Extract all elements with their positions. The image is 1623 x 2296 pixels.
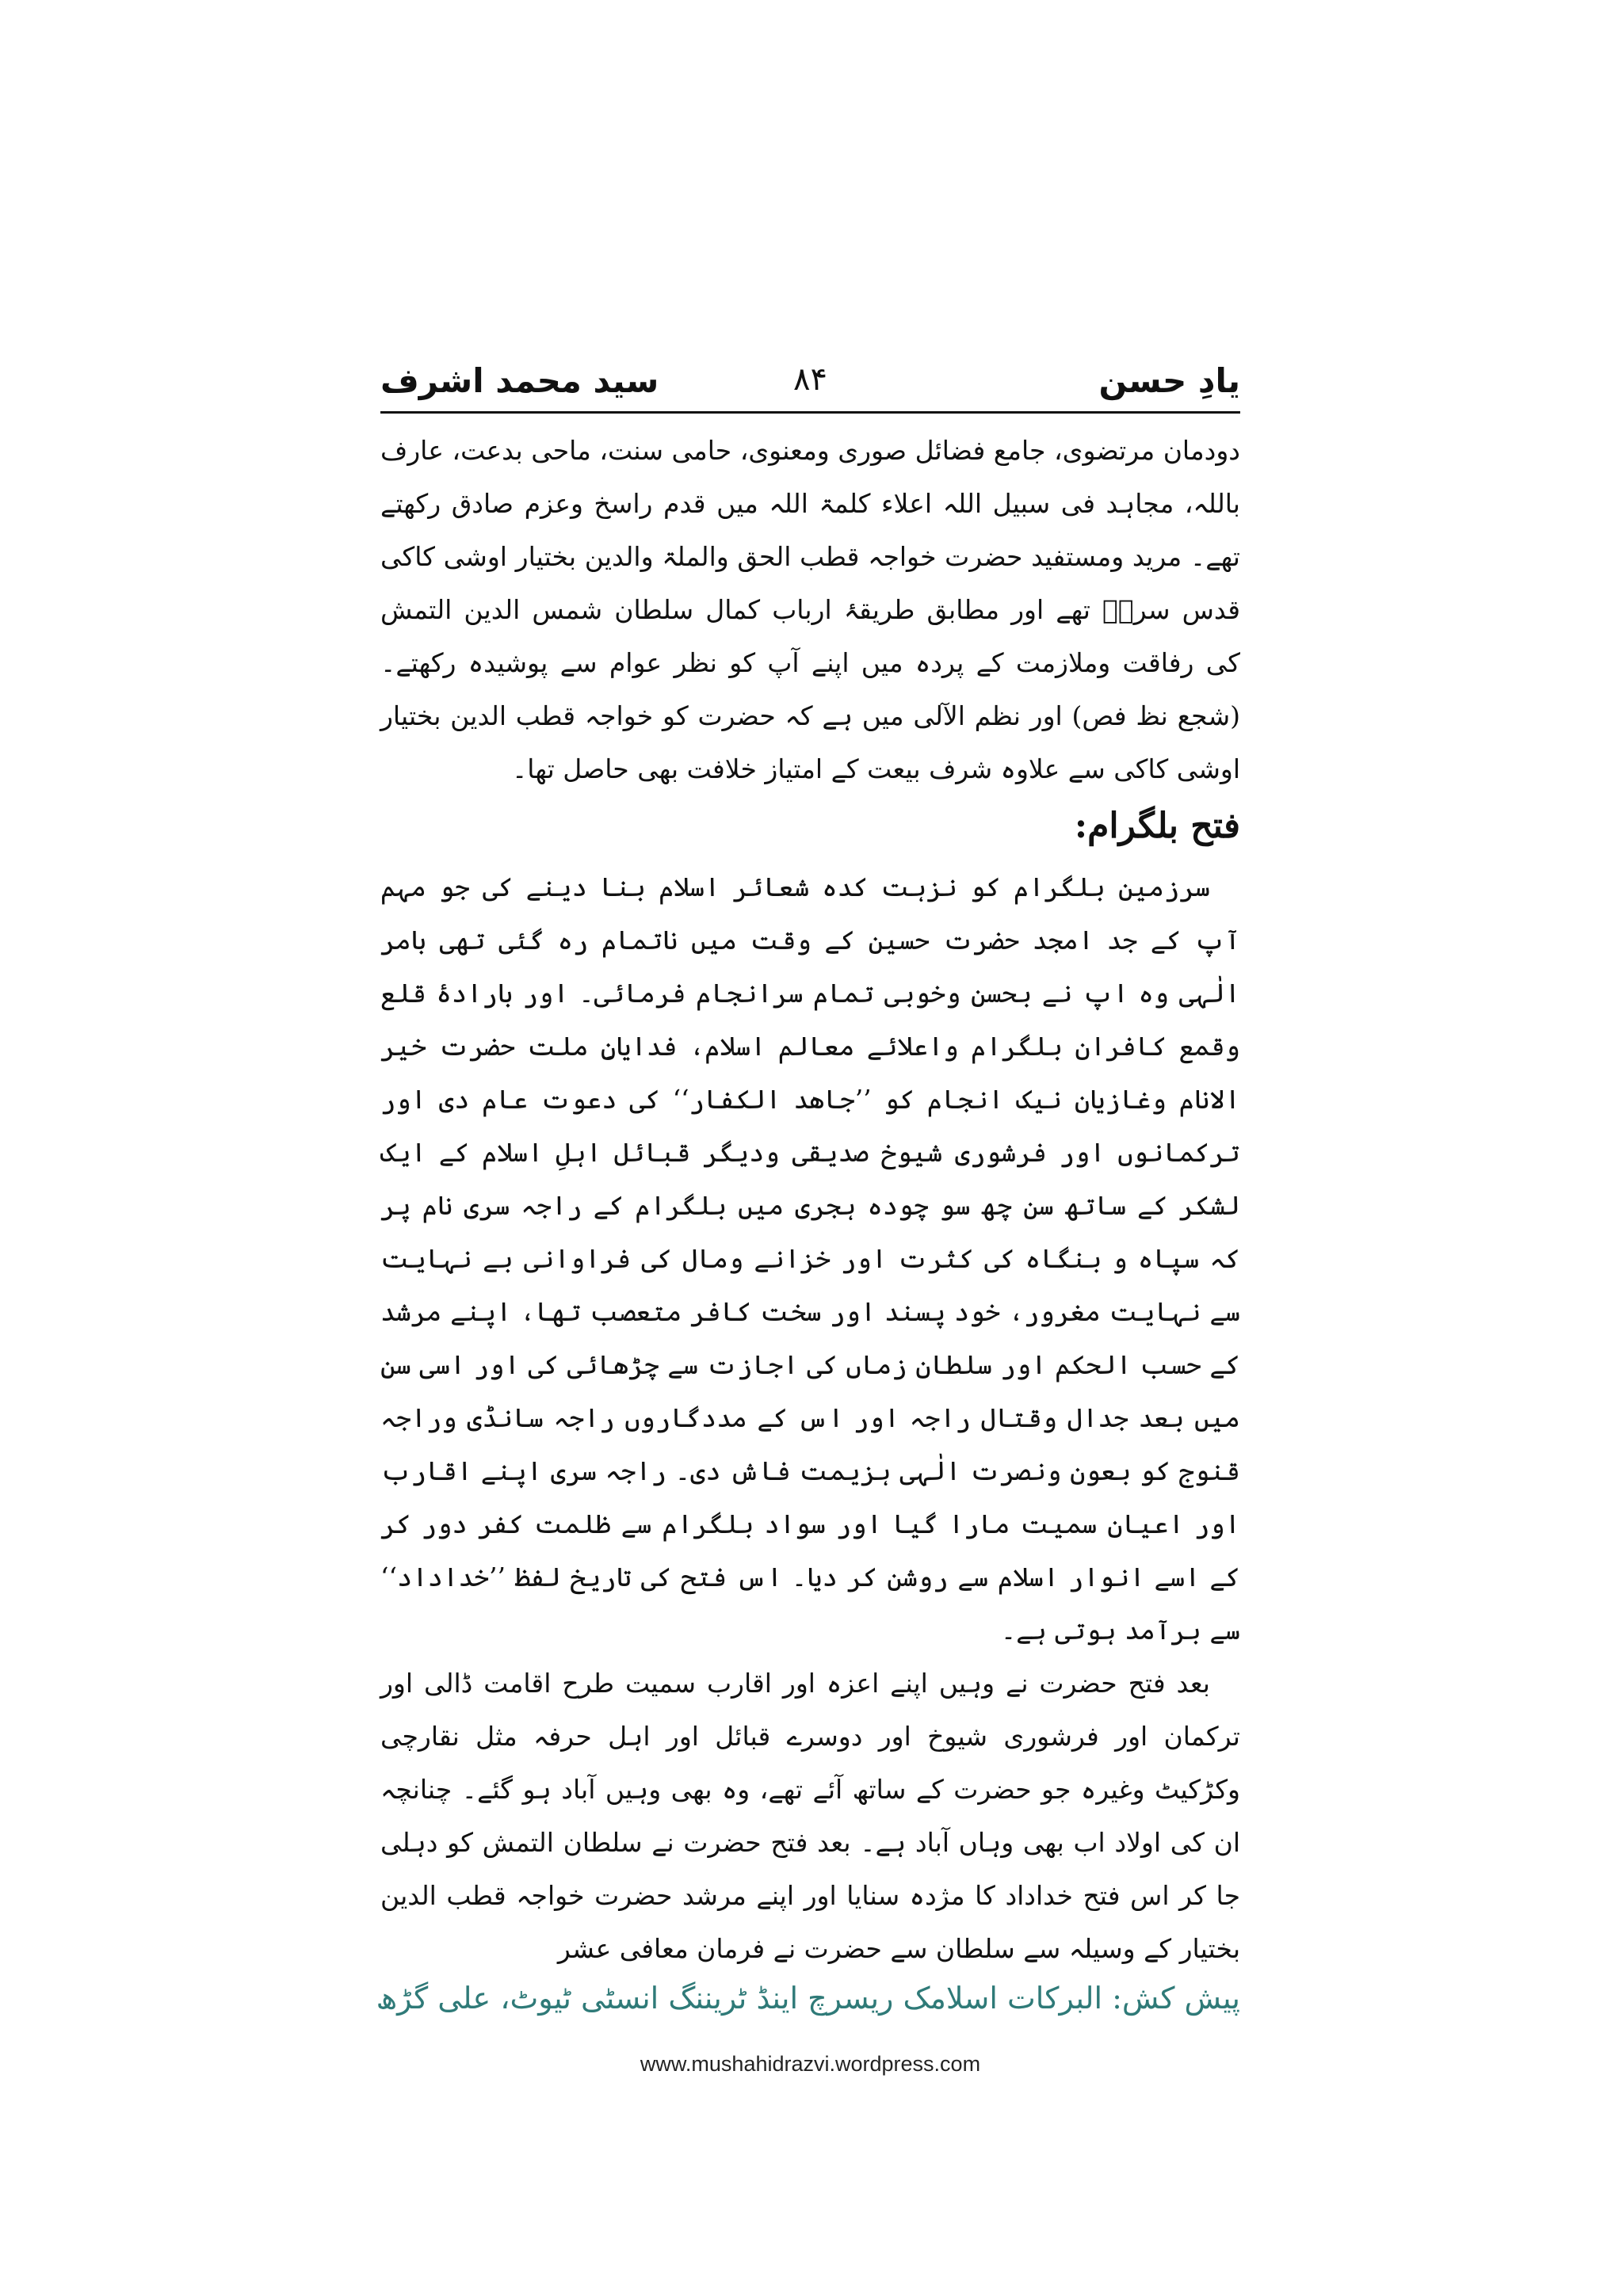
author-name: سید محمد اشرف xyxy=(380,361,659,400)
header-rule xyxy=(380,411,1240,414)
section-heading: فتح بلگرام: xyxy=(1074,806,1240,846)
page-number: ۸۴ xyxy=(793,361,827,398)
page-header xyxy=(380,349,1240,420)
page-body xyxy=(380,424,1240,1975)
paragraph-settlement: بعد فتح حضرت نے وہیں اپنے اعزہ اور اقارب سمیت طرح اقامت ڈالی اور ترکمان اور فرشوری شیوخ اور دوسرے قبائل اور اہل حرفہ مثل نقارچی وکڑکیٹ وغیرہ جو حضرت کے ساتھ آئے تھے، وہ بھی وہیں آباد ہو گئے۔ چنانچہ ان کی اولاد اب بھی وہاں آباد ہے۔ بعد فتح حضرت نے سلطان التمش کو دہلی جا کر اس فتح خداداد کا مژدہ سنایا اور اپنے مرشد حضرت خواجہ قطب الدین بختیار کے وسیلہ سے سلطان سے حضرت نے فرمان معافی عشر xyxy=(380,1668,1240,1964)
publisher-credit: پیش کش: البرکات اسلامک ریسرچ اینڈ ٹریننگ انسٹی ٹیوٹ، علی گڑھ xyxy=(376,1981,1240,2016)
paragraph-conquest: سرزمین بلگرام کو نزہت کدہ شعائر اسلام بنا دینے کی جو مہم آپ کے جد امجد حضرت حسین کے وقت میں ناتمام رہ گئی تھی بامر الٰہی وہ اپ نے بحسن وخوبی تمام سرانجام فرمائی۔ اور بارادۂ قلع وقمع کافران بلگرام واعلائے معالم اسلام، فدایانِ ملت حضرت خیر الانام وغازیان نیک انجام کو ’’جاھد الکفار‘‘ کی دعوت عام دی اور ترکمانوں اور فرشوری شیوخ صدیقی ودیگر قبائل اہلِ اسلام کے ایک لشکر کے ساتھ سن چھ سو چودہ ہجری میں بلگرام کے راجہ سری نام پر کہ سپاہ و بنگاہ کی کثرت اور خزانے ومال کی فراوانی بے نہایت سے نہایت مغرور، خود پسند اور سخت کافر متعصب تھا، اپنے مرشد کے حسب الحکم اور سلطان زماں کی اجازت سے چڑھائی کی اور اسی سن میں بعد جدال وقتال راجہ اور اس کے مددگاروں راجہ سانڈی وراجہ قنوج کو بعون ونصرت الٰہی ہزیمت فاش دی۔ راجہ سری اپنے اقارب اور اعیان سمیت مارا گیا اور سواد بلگرام سے ظلمت کفر دور کر کے اسے انوار اسلام سے روشن کر دیا۔ اس فتح کی تاریخ لفظ ’’خداداد‘‘ سے برآمد ہوتی ہے۔ xyxy=(380,871,1240,1646)
book-title: یادِ حسن xyxy=(1098,361,1240,400)
website-url: www.mushahidrazvi.wordpress.com xyxy=(640,2052,981,2076)
paragraph-intro: دودمان مرتضوی، جامع فضائل صوری ومعنوی، حامی سنت، ماحی بدعت، عارف باللہ، مجاہد فی سبیل اللہ اعلاء کلمۃ اللہ میں قدم راسخ وعزم صادق رکھتے تھے۔ مرید ومستفید حضرت خواجہ قطب الحق والملۃ والدین بختیار اوشی کاکی قدس سرہٗ تھے اور مطابق طریقۂ ارباب کمال سلطان شمس الدین التمش کی رفاقت وملازمت کے پردہ میں اپنے آپ کو نظر عوام سے پوشیدہ رکھتے۔ (شجع نظ فص) اور نظم الآلی میں ہے کہ حضرت کو خواجہ قطب الدین بختیار اوشی کاکی سے علاوہ شرف بیعت کے امتیاز خلافت بھی حاصل تھا۔ xyxy=(380,435,1241,784)
